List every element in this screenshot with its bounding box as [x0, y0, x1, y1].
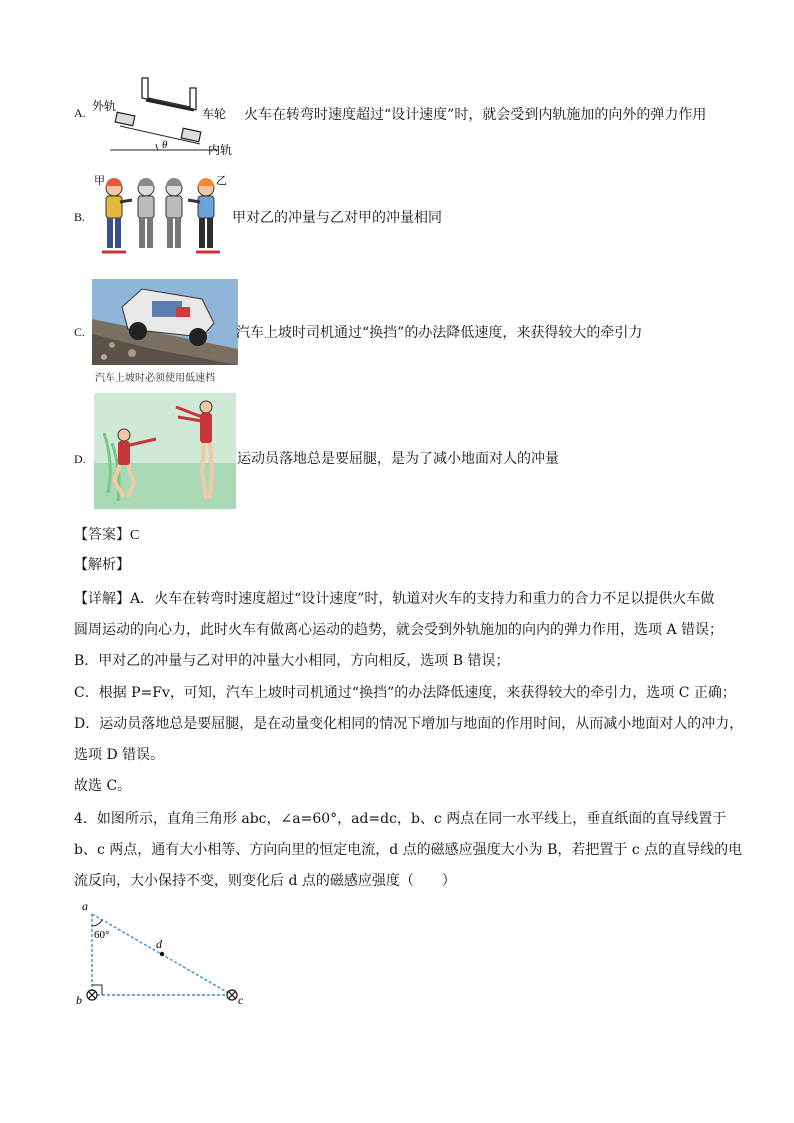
label-b: b — [76, 993, 82, 1007]
option-a-text: 火车在转弯时速度超过“设计速度”时，就会受到内轨施加的向外的弹力作用 — [244, 107, 707, 123]
wheel-label: 车轮 — [202, 107, 227, 121]
question-line: 4．如图所示，直角三角形 abc，∠a=60°，ad=dc，b、c 两点在同一水平线上，垂直纸面的直导线置于 — [74, 811, 727, 827]
option-d-text: 运动员落地总是要屈腿，是为了减小地面对人的冲量 — [237, 451, 559, 467]
option-d-letter: D. — [74, 452, 86, 466]
detail-line: D．运动员落地总是要屈腿，是在动量变化相同的情况下增加与地面的作用时间，从而减小地面对人的冲力， — [74, 716, 744, 732]
yi-label: 乙 — [216, 175, 227, 187]
car-caption: 汽车上坡时必须使用低速档 — [95, 373, 215, 384]
question-line: 流反向，大小保持不变，则变化后 d 点的磁感应强度（ ） — [74, 873, 456, 889]
question-line: b、c 两点，通有大小相等、方向向里的恒定电流，d 点的磁感应强度大小为 B，若把置于 c 点的直导线的电 — [74, 842, 743, 858]
analysis-label: 【解析】 — [74, 557, 130, 573]
label-c: c — [238, 993, 244, 1007]
wire-b-icon — [87, 990, 97, 1000]
gymnast-figure — [94, 393, 236, 509]
outer-rail-label: 外轨 — [92, 99, 117, 113]
detail-line: 故选 C。 — [74, 778, 132, 794]
theta-label: θ — [162, 139, 168, 151]
answer-row — [74, 524, 139, 544]
detail-line: 【详解】A．火车在转弯时速度超过“设计速度”时，轨道对火车的支持力和重力的合力不足以提供火车做 — [74, 591, 715, 607]
point-d — [160, 952, 164, 956]
answer-value: C — [130, 528, 140, 543]
detail-line: 选项 D 错误。 — [74, 747, 165, 763]
detail-line: B．甲对乙的冲量与乙对甲的冲量大小相同，方向相反，选项 B 错误； — [74, 653, 510, 669]
detail-line: 圆周运动的向心力，此时火车有做离心运动的趋势，就会受到外轨施加的向内的弹力作用，选项 A 错误； — [74, 622, 724, 638]
label-d: d — [156, 937, 162, 951]
option-c-text: 汽车上坡时司机通过“换挡”的办法降低速度，来获得较大的牵引力 — [236, 325, 643, 341]
option-c-letter: C. — [74, 325, 86, 339]
label-a: a — [82, 899, 88, 913]
option-b-letter: B. — [74, 210, 86, 224]
option-a-letter: A. — [74, 106, 86, 120]
skaters-figure — [92, 172, 230, 260]
wire-c-icon — [227, 990, 237, 1000]
angle-arc — [92, 920, 102, 926]
jia-label: 甲 — [94, 175, 105, 187]
label-angle: 60° — [94, 929, 110, 941]
triangle-figure — [74, 896, 254, 1008]
option-b-text: 甲对乙的冲量与乙对甲的冲量相同 — [232, 210, 442, 226]
answer-label: 【答案】 — [74, 527, 130, 543]
rail-figure — [90, 74, 240, 156]
car-photo — [92, 279, 238, 365]
inner-rail-label: 内轨 — [208, 143, 233, 156]
detail-line: C．根据 P=Fv，可知，汽车上坡时司机通过“换挡”的办法降低速度，来获得较大的牵引力，选项 C 正确； — [74, 685, 736, 701]
